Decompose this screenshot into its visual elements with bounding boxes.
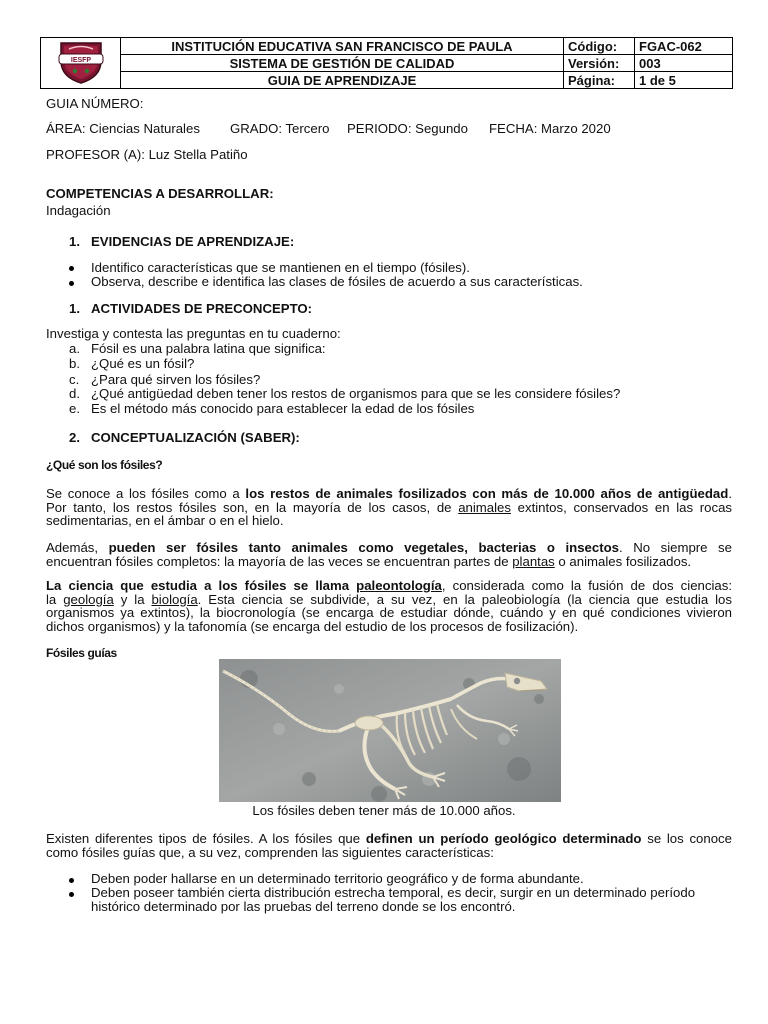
text-span: encuentran fósiles completos: la mayoría de las veces se encuentran partes de [46,553,513,569]
text-span: organismos ya extintos), la biocronología (se encarga de estudiar dónde, cuándo y en qué condiciones vivieron [46,605,732,620]
evidence-heading: EVIDENCIAS DE APRENDIZAJE: [91,234,295,249]
text-span: dichos organismos) y la tafonomía (se encarga del estudio de los procesos de fosilización). [46,618,579,634]
text-span: como fósiles guías que, a su vez, comprenden las siguientes características: [46,844,494,860]
biology-link[interactable]: biología [151,591,198,607]
dinosaur-fossil-image [219,659,561,802]
bullet-icon [69,266,74,271]
guide-title: GUIA DE APRENDIZAJE [121,72,564,89]
text-span: extintos, conservados en las rocas [510,499,732,515]
text-span: Existen diferentes tipos de fósiles. A los fósiles que [46,831,366,846]
logo-text: IESFP [70,56,91,64]
page-label: Página: [564,72,635,89]
characteristic-item: Deben poseer también cierta distribución estrecha temporal, es decir, surgir en un determinado período [91,885,696,900]
area: ÁREA: Ciencias Naturales [46,121,200,136]
question-item: ¿Qué es un fósil? [91,356,195,371]
version-value: 003 [635,55,733,72]
section-number: 2. [69,430,80,445]
text-span: Además, [46,540,109,555]
text-span: , considerada como la fusión de dos ciencias: [441,578,732,593]
list-marker: c. [69,372,80,387]
school-logo [41,38,121,89]
list-marker: d. [69,386,80,401]
teacher: PROFESOR (A): Luz Stella Patiño [46,147,248,162]
section-number: 1. [69,301,80,316]
list-marker: a. [69,341,80,356]
text-span: Por tanto, los restos fósiles son, en la mayoría de los casos, de [46,499,459,515]
characteristic-item: Deben poder hallarse en un determinado territorio geográfico y de forma abundante. [91,871,584,886]
version-label: Versión: [564,55,635,72]
emphasis-text: definen un período geológico determinado [365,831,642,846]
emphasis-text: pueden ser fósiles tanto animales como vegetales, bacterias o insectos [108,540,620,555]
text-span: o animales fosilizados. [554,553,692,569]
date: FECHA: Marzo 2020 [489,121,611,136]
competencies-value: Indagación [46,203,111,218]
evidence-item: Observa, describe e identifica las clases de fósiles de acuerdo a sus características. [91,274,583,289]
geology-link[interactable]: geología [63,591,114,607]
institution-name: INSTITUCIÓN EDUCATIVA SAN FRANCISCO DE PAULA [121,38,564,55]
preconcept-heading: ACTIVIDADES DE PRECONCEPTO: [91,301,313,316]
document-header [40,37,733,89]
question-item: Es el método más conocido para establecer la edad de los fósiles [91,401,475,416]
paragraph-fossil-types [46,541,732,568]
paleontology-link[interactable]: paleontología [356,578,442,593]
question-item: Fósil es una palabra latina que significa: [91,341,326,356]
school-shield-icon [55,39,107,85]
code-value: FGAC-062 [635,38,733,55]
page-value: 1 de 5 [635,72,733,89]
code-label: Código: [564,38,635,55]
concept-subheading: ¿Qué son los fósiles? [46,458,163,472]
guide-number: GUIA NÚMERO: [46,96,144,111]
bullet-icon [69,892,74,897]
paragraph-what-are-fossils [46,487,732,528]
evidence-item: Identifico características que se mantienen en el tiempo (fósiles). [91,260,470,275]
text-span: Se conoce a los fósiles como a [46,486,246,501]
concept-heading: CONCEPTUALIZACIÓN (SABER): [91,430,300,445]
grade: GRADO: Tercero [230,121,330,136]
competencies-heading: COMPETENCIAS A DESARROLLAR: [46,186,274,201]
question-item: ¿Qué antigüedad deben tener los restos de organismos para que se les considere fósiles? [91,386,621,401]
text-span: la [46,591,64,607]
plants-link[interactable]: plantas [512,553,555,569]
text-span: . Esta ciencia se subdivide, a su vez, en la paleobiología (la ciencia que estudia los [197,591,732,607]
text-span: . No siempre se [619,540,732,555]
list-marker: b. [69,356,80,371]
characteristic-item-continued: histórico determinado por las pruebas del terreno donde se los encontró. [91,899,516,914]
text-span: sedimentarias, en el ámbar o en el hielo. [46,513,284,528]
emphasis-text: los restos de animales fosilizados con más de 10.000 años de antigüedad [245,486,729,501]
animals-link[interactable]: animales [458,499,511,515]
text-span: y la [113,591,152,607]
period: PERIODO: Segundo [347,121,468,136]
emphasis-text: La ciencia que estudia a los fósiles se llama [46,578,357,593]
list-marker: e. [69,401,80,416]
bullet-icon [69,281,74,286]
guide-fossils-heading: Fósiles guías [46,646,117,660]
text-span: se los conoce [641,831,732,846]
preconcept-intro: Investiga y contesta las preguntas en tu cuaderno: [46,326,341,341]
bullet-icon [69,878,74,883]
fossil-skeleton-icon [219,659,561,802]
section-number: 1. [69,234,80,249]
paragraph-paleontology [46,579,732,633]
text-span: . [728,486,732,501]
image-caption: Los fósiles deben tener más de 10.000 años. [252,803,516,818]
paragraph-guide-fossils [46,832,732,859]
question-item: ¿Para qué sirven los fósiles? [91,372,261,387]
quality-system: SISTEMA DE GESTIÓN DE CALIDAD [121,55,564,72]
